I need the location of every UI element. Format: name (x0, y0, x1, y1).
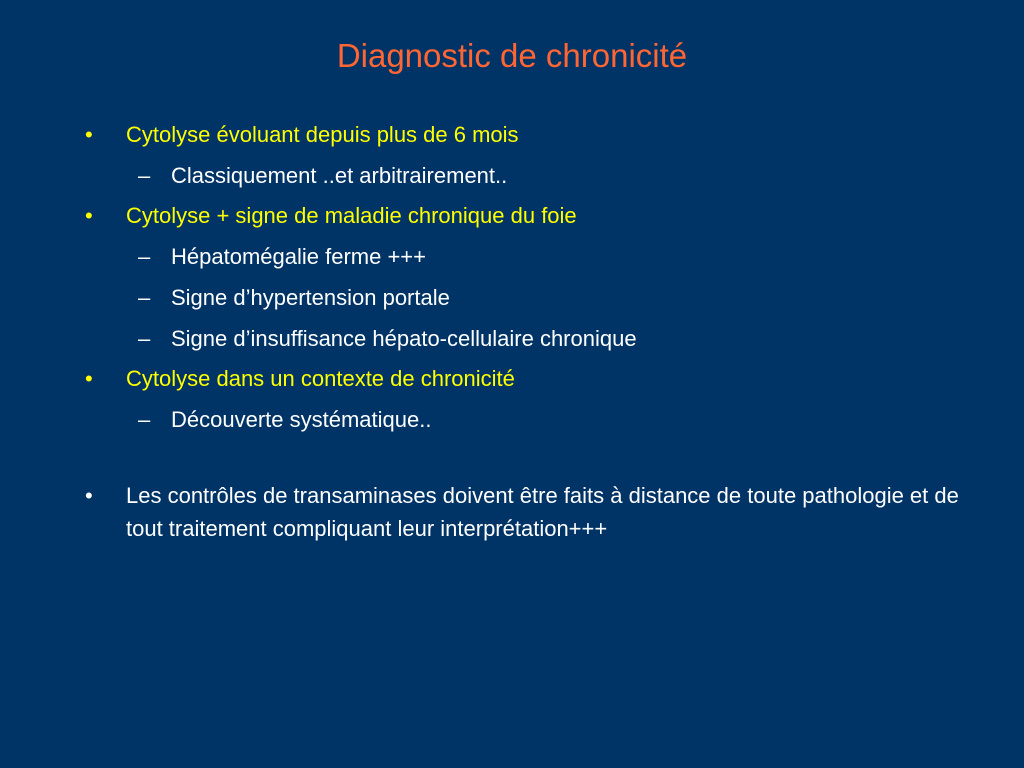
bullet-text: Les contrôles de transaminases doivent être faits à distance de toute pathologie et de tout traitement compliquant leur interprétation+++ (126, 483, 959, 541)
bullet-text: Cytolyse dans un contexte de chronicité (126, 366, 515, 391)
sub-item-2-1 (80, 240, 960, 273)
bullet-icon: • (85, 483, 93, 508)
bullet-icon: • (85, 203, 93, 228)
dash-icon: – (138, 407, 151, 432)
bullet-text: Cytolyse + signe de maladie chronique du foie (126, 203, 577, 228)
dash-icon: – (138, 326, 151, 351)
bullet-item-2 (80, 199, 960, 232)
sub-item-2-3 (80, 322, 960, 355)
slide-title: Diagnostic de chronicité (336, 37, 688, 74)
spacer (80, 436, 960, 472)
sub-item-1-1 (80, 159, 960, 192)
bullet-text: Cytolyse évoluant depuis plus de 6 mois (126, 122, 519, 147)
sub-item-text: Classiquement ..et arbitrairement.. (171, 163, 508, 188)
sub-item-text: Signe d’hypertension portale (171, 285, 450, 310)
bullet-icon: • (85, 366, 93, 391)
sub-item-text: Signe d’insuffisance hépato-cellulaire chronique (171, 326, 637, 351)
dash-icon: – (138, 244, 151, 269)
bullet-item-3 (80, 362, 960, 395)
sub-item-text: Découverte systématique.. (171, 407, 432, 432)
dash-icon: – (138, 163, 151, 188)
sub-item-2-2 (80, 281, 960, 314)
bullet-item-4 (80, 479, 960, 545)
bullet-item-1 (80, 118, 960, 151)
slide-content (80, 118, 960, 545)
sub-item-3-1 (80, 403, 960, 436)
dash-icon: – (138, 285, 151, 310)
bullet-icon: • (85, 122, 93, 147)
sub-item-text: Hépatomégalie ferme +++ (171, 244, 426, 269)
